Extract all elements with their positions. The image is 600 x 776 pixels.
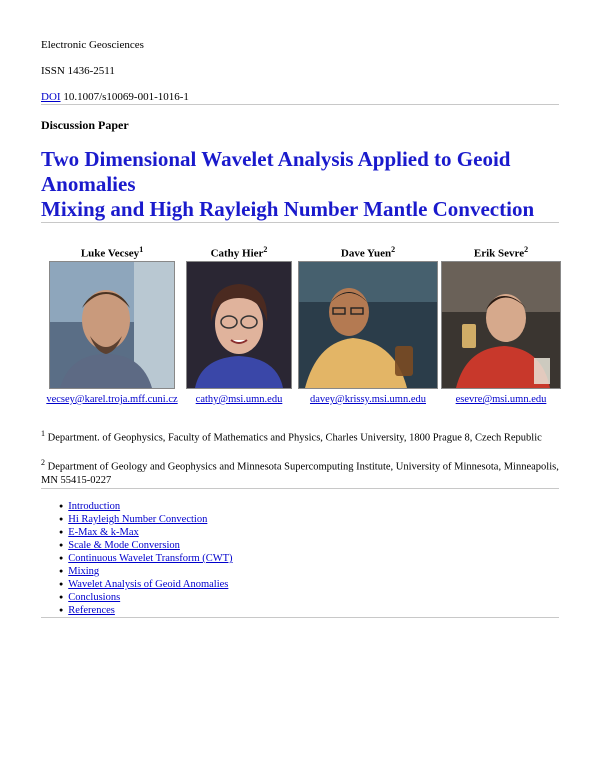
author-cell: [41, 243, 183, 405]
email-link[interactable]: cathy@msi.umn.edu: [195, 394, 283, 405]
author-photo: [298, 261, 438, 389]
toc-item: [59, 591, 559, 604]
divider: [41, 488, 559, 489]
email-link[interactable]: davey@krissy.msi.umn.edu: [309, 394, 427, 405]
toc-item: [59, 539, 559, 552]
page-title: [41, 147, 559, 222]
doi-value: 10.1007/s10069-001-1016-1: [63, 91, 189, 103]
toc-item: [59, 526, 559, 539]
divider: [41, 617, 559, 618]
toc-item: [59, 565, 559, 578]
document-page: [41, 38, 559, 618]
email-link[interactable]: vecsey@karel.troja.mff.cuni.cz: [46, 394, 178, 405]
author-photo: [186, 261, 292, 389]
toc-link-scale-mode[interactable]: Scale & Mode Conversion: [68, 540, 180, 551]
author-name: Cathy Hier$^2$: [210, 245, 268, 260]
divider: [41, 222, 559, 223]
toc-link-conclusions[interactable]: Conclusions: [68, 592, 121, 603]
toc-item: [59, 552, 559, 565]
author-email: [295, 389, 441, 405]
table-of-contents: [41, 500, 559, 617]
paper-type: Discussion Paper: [41, 118, 129, 132]
author-name: Luke Vecsey$^1$: [80, 245, 144, 260]
toc-link-convection[interactable]: Hi Rayleigh Number Convection: [68, 514, 208, 525]
toc-item: [59, 513, 559, 526]
author-email: [441, 389, 561, 405]
doi-link[interactable]: DOI: [41, 91, 61, 103]
toc-link-introduction[interactable]: Introduction: [68, 501, 121, 512]
toc-item: [59, 578, 559, 591]
toc-link-cwt[interactable]: Continuous Wavelet Transform (CWT): [68, 553, 233, 564]
toc-item: [59, 500, 559, 513]
title-line-1: Two Dimensional Wavelet Analysis Applied to Geoid Anomalies: [41, 147, 511, 196]
toc-link-references[interactable]: References: [68, 605, 115, 616]
author-name: Erik Sevre$^2$: [473, 245, 529, 260]
author-email: [183, 389, 295, 405]
author-email: [41, 389, 183, 405]
author-name: Dave Yuen$^2$: [340, 245, 396, 260]
toc-item: [59, 604, 559, 617]
journal-name: Electronic Geosciences: [41, 39, 144, 51]
author-photo: [441, 261, 561, 389]
affiliation: $^2$ Department of Geology and Geophysics and Minnesota Supercomputing Institute, University of Minnesota, Minneapolis, MN 55415-0227: [41, 457, 559, 486]
doi-line: [41, 90, 559, 104]
divider: [41, 104, 559, 105]
title-line-2: Mixing and High Rayleigh Number Mantle Convection: [41, 197, 535, 221]
author-cell: [183, 243, 295, 405]
author-photo: [49, 261, 175, 389]
authors-table: [41, 243, 561, 405]
author-cell: [441, 243, 561, 405]
issn: ISSN 1436-2511: [41, 65, 115, 77]
email-link[interactable]: esevre@msi.umn.edu: [455, 394, 547, 405]
author-cell: [295, 243, 441, 405]
toc-link-wavelet-geoid[interactable]: Wavelet Analysis of Geoid Anomalies: [68, 579, 229, 590]
toc-link-mixing[interactable]: Mixing: [68, 566, 100, 577]
affiliation: $^1$ Department. of Geophysics, Faculty of Mathematics and Physics, Charles University, 1800 Prague 8, Czech Republic: [41, 429, 542, 444]
toc-link-emax-kmax[interactable]: E-Max & k-Max: [68, 527, 139, 538]
